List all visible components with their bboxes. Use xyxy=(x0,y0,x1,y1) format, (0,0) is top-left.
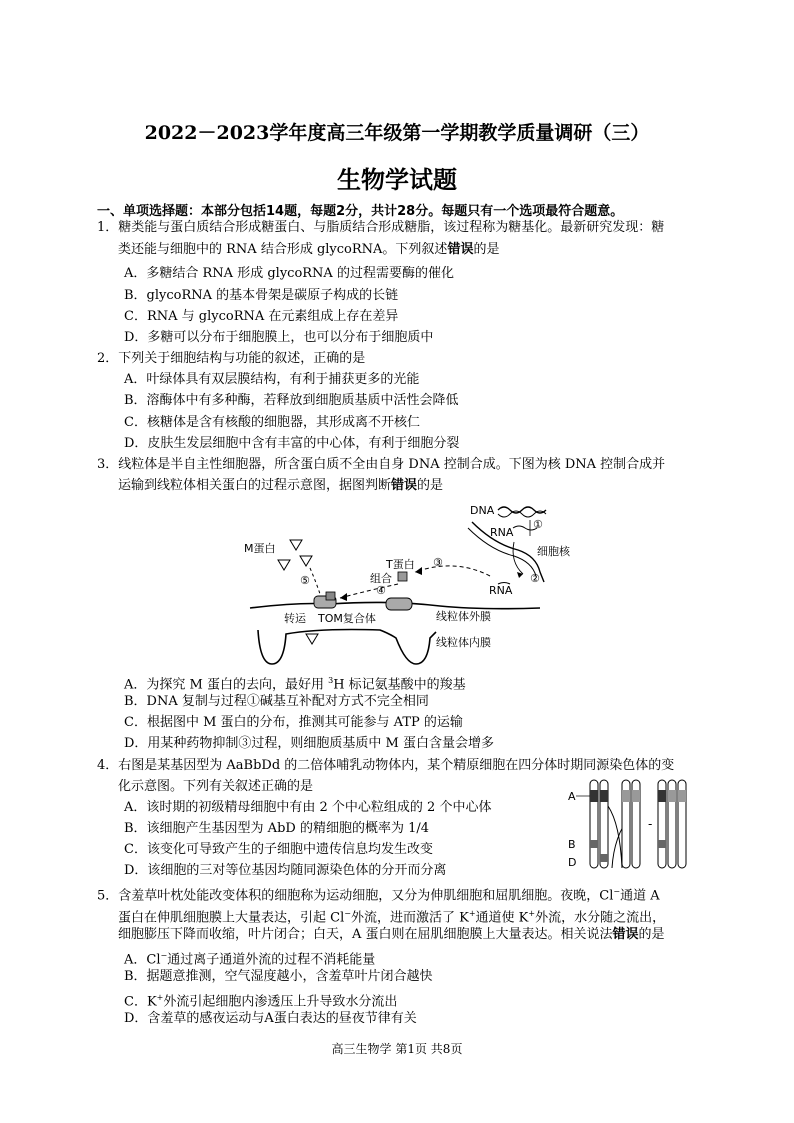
transport-label: 转运 xyxy=(284,612,306,625)
combine-label: 组合 xyxy=(370,572,392,585)
m-protein-label: M蛋白 xyxy=(244,542,276,555)
q3-option-a: A．为探究 M 蛋白的去向，最好用 $^3$H 标记氨基酸中的羧基 xyxy=(124,676,466,693)
q4-stem-line2: 化示意图。下列有关叙述正确的是 xyxy=(118,779,314,794)
gene-a-label: A xyxy=(568,790,576,803)
q5-option-a: A．Cl−通过离子通道外流的过程不消耗能量 xyxy=(124,951,376,968)
q3-option-b: B．DNA 复制与过程①碱基互补配对方式不完全相同 xyxy=(124,694,429,709)
q3-option-c: C．根据图中 M 蛋白的分布，推测其可能参与 ATP 的运输 xyxy=(124,715,463,730)
dna-label: DNA xyxy=(470,504,495,517)
q4-option-c: C．该变化可导致产生的子细胞中遗传信息均发生改变 xyxy=(124,842,433,857)
q5-stem-line3: 细胞膨压下降而收缩，叶片闭合；白天，A 蛋白则在屈肌细胞膜上大量表达。相关说法错误的是 xyxy=(118,927,665,942)
q4-stem-line1: 4．右图是某基因型为 AaBbDd 的二倍体哺乳动物体内，某个精原细胞在四分体时期同源染色体的变 xyxy=(97,758,675,773)
emphasis-wrong: 错误 xyxy=(447,242,474,257)
nucleus-label: 细胞核 xyxy=(537,545,570,558)
outer-membrane-label: 线粒体外膜 xyxy=(436,610,491,623)
gene-d-label: D xyxy=(568,856,577,869)
step4-label: ④ xyxy=(376,584,386,597)
inner-membrane-label: 线粒体内膜 xyxy=(436,636,491,649)
q1-stem-line2: 类还能与细胞中的 RNA 结合形成 glycoRNA。下列叙述错误的是 xyxy=(118,242,500,257)
step2-label: ② xyxy=(530,572,540,585)
emphasis-wrong: 错误 xyxy=(391,478,418,493)
q5-option-b: B．据题意推测，空气湿度越小，含羞草叶片闭合越快 xyxy=(124,969,433,984)
q5-stem-line1: 5．含羞草叶枕处能改变体积的细胞称为运动细胞，又分为伸肌细胞和屈肌细胞。夜晚，Cl−通道 A xyxy=(97,887,660,904)
q4-option-a: A．该时期的初级精母细胞中有由 2 个中心粒组成的 2 个中心体 xyxy=(124,800,492,815)
page-footer: 高三生物学 第1页 共8页 xyxy=(331,1042,463,1056)
exam-subtitle: 生物学试题 xyxy=(337,166,457,194)
exam-title: 2022－2023学年度高三年级第一学期教学质量调研（三） xyxy=(144,122,650,144)
emphasis-wrong: 错误 xyxy=(612,927,639,942)
gene-b-label: B xyxy=(568,838,576,851)
q1-option-a: A．多糖结合 RNA 形成 glycoRNA 的过程需要酶的催化 xyxy=(124,266,454,281)
q4-option-d: D．该细胞的三对等位基因均随同源染色体的分开而分离 xyxy=(124,863,447,878)
q3-stem-line1: 3．线粒体是半自主性细胞器，所含蛋白质不全由自身 DNA 控制合成。下图为核 DNA 控制合成并 xyxy=(97,457,666,472)
q5-option-d: D．含羞草的感夜运动与A蛋白表达的昼夜节律有关 xyxy=(124,1011,417,1026)
q3-stem-line2: 运输到线粒体相关蛋白的过程示意图，据图判断错误的是 xyxy=(118,478,444,493)
q1-option-d: D．多糖可以分布于细胞膜上，也可以分布于细胞质中 xyxy=(124,330,434,345)
q5-option-c: C．K+外流引起细胞内渗透压上升导致水分流出 xyxy=(124,993,398,1010)
q2-option-d: D．皮肤生发层细胞中含有丰富的中心体，有利于细胞分裂 xyxy=(124,436,460,451)
q1-stem-line1: 1．糖类能与蛋白质结合形成糖蛋白、与脂质结合形成糖脂，该过程称为糖基化。最新研究发现：糖 xyxy=(97,220,665,235)
step1-label: ① xyxy=(533,518,543,531)
q2-option-c: C．核糖体是含有核酸的细胞器，其形成离不开核仁 xyxy=(124,415,420,430)
q2-stem: 2．下列关于细胞结构与功能的叙述，正确的是 xyxy=(97,351,366,366)
q5-stem-line2: 蛋白在伸肌细胞膜上大量表达，引起 Cl−外流，进而激活了 K+通道使 K+外流，水分随之流出， xyxy=(118,909,666,926)
rna-bottom-label: RNA xyxy=(489,584,513,597)
chromosome-crossover-figure xyxy=(564,776,696,872)
mitochondria-protein-diagram xyxy=(240,498,570,670)
rna-top-label: RNA xyxy=(490,526,514,539)
step5-label: ⑤ xyxy=(300,574,310,587)
step3-label: ③ xyxy=(433,556,443,569)
q1-option-b: B．glycoRNA 的基本骨架是碳原子构成的长链 xyxy=(124,288,399,303)
section-heading: 一、单项选择题：本部分包括14题，每题2分，共计28分。每题只有一个选项最符合题意。 xyxy=(97,204,624,219)
q1-option-c: C．RNA 与 glycoRNA 在元素组成上存在差异 xyxy=(124,309,399,324)
tom-complex-label: TOM复合体 xyxy=(318,612,376,625)
q3-option-d: D．用某种药物抑制③过程，则细胞质基质中 M 蛋白含量会增多 xyxy=(124,736,494,751)
q2-option-a: A．叶绿体具有双层膜结构，有利于捕获更多的光能 xyxy=(124,372,420,387)
minus-sign: - xyxy=(648,817,653,831)
t-protein-label: T蛋白 xyxy=(386,558,415,571)
q2-option-b: B．溶酶体中有多种酶，若释放到细胞质基质中活性会降低 xyxy=(124,393,459,408)
q4-option-b: B．该细胞产生基因型为 AbD 的精细胞的概率为 1/4 xyxy=(124,821,430,836)
